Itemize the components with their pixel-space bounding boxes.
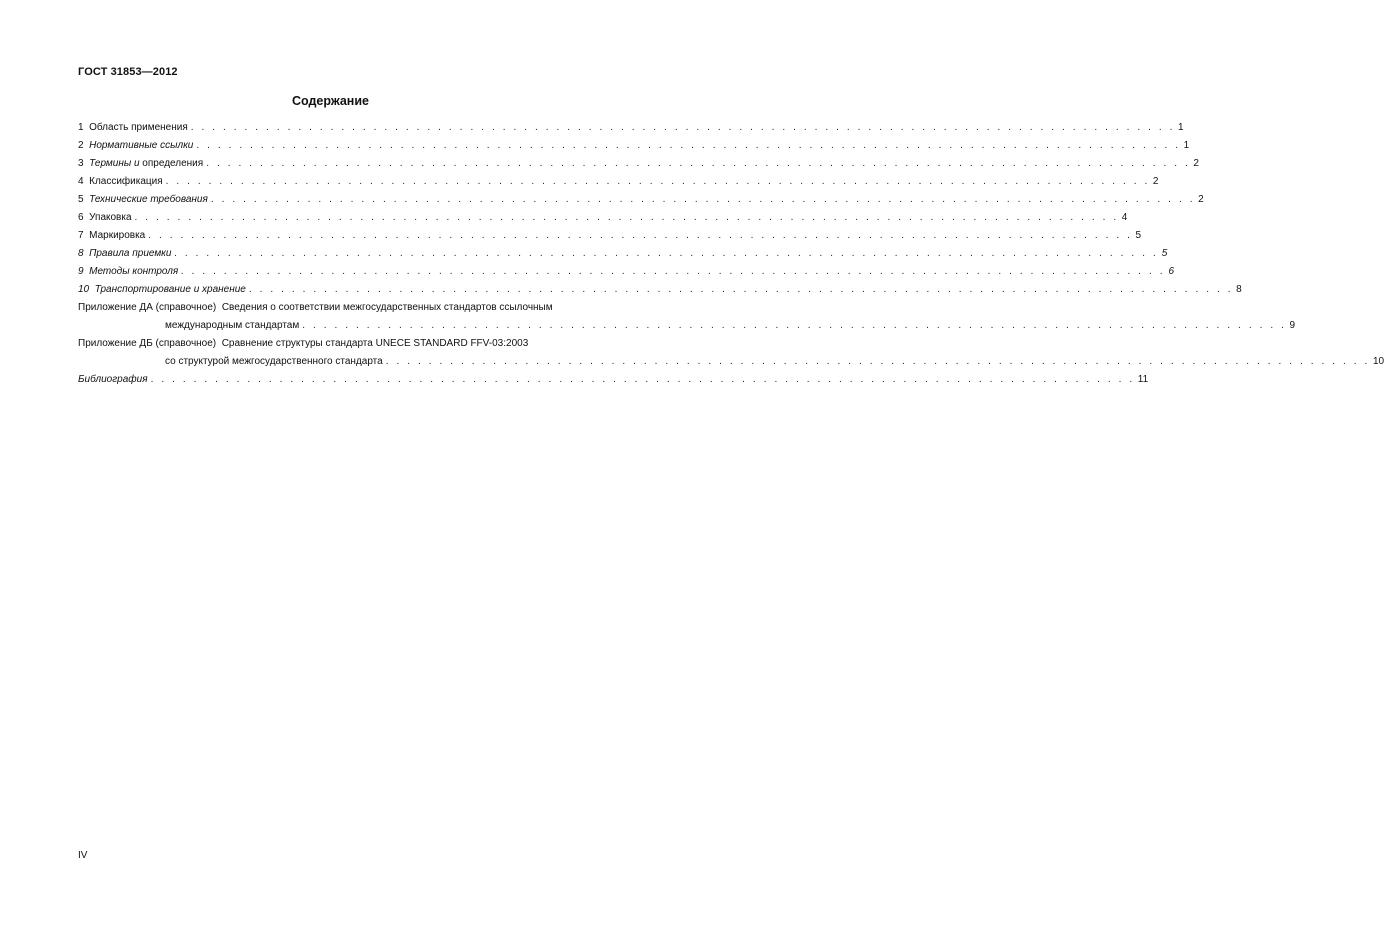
toc-entry-number: 10 — [78, 284, 95, 295]
leader-dots: . . . . . . . . . . . . . . . . . . . . . . . . . . . . . . . . . . . . . . . . . . . . . . . . . . . . . . . . . . . . . . . . . . . . . . . . . . . . . . . . . . . . . . . . . . . . — [248, 284, 1234, 295]
toc-appendix-db[interactable] — [78, 337, 1384, 373]
toc-appendix-da[interactable] — [78, 301, 1296, 337]
standard-designation: ГОСТ 31853—2012 — [78, 66, 178, 78]
toc-entry-transport-storage[interactable] — [78, 283, 1242, 301]
toc-entry-page: 11 — [1137, 374, 1149, 385]
leader-dots: . . . . . . . . . . . . . . . . . . . . . . . . . . . . . . . . . . . . . . . . . . . . . . . . . . . . . . . . . . . . . . . . . . . . . . . . . . . . . . . . . . . . . . . . . . . . — [174, 248, 1159, 259]
appendix-prefix: Приложение ДА (справочное) — [78, 302, 222, 313]
toc-entry-page: 10 — [1372, 356, 1384, 367]
leader-dots: . . . . . . . . . . . . . . . . . . . . . . . . . . . . . . . . . . . . . . . . . . . . . . . . . . . . . . . . . . . . . . . . . . . . . . . . . . . . . . . . . . . . . . . . . . . . — [148, 230, 1133, 241]
toc-entry-title: Библиография — [78, 374, 148, 385]
appendix-title-line2: со структурой межгосударственного стандарта — [165, 356, 383, 367]
toc-entry-classification[interactable] — [78, 175, 1159, 193]
toc-entry-page: 8 — [1236, 284, 1242, 295]
toc-entry-title: Методы контроля — [89, 266, 179, 277]
toc-entry-title: Нормативные ссылки — [89, 140, 194, 151]
toc-entry-scope[interactable] — [78, 121, 1184, 139]
toc-entry-marking[interactable] — [78, 229, 1142, 247]
leader-dots: . . . . . . . . . . . . . . . . . . . . . . . . . . . . . . . . . . . . . . . . . . . . . . . . . . . . . . . . . . . . . . . . . . . . . . . . . . . . . . . . . . . . . . . . . . . . — [190, 122, 1175, 133]
leader-dots: . . . . . . . . . . . . . . . . . . . . . . . . . . . . . . . . . . . . . . . . . . . . . . . . . . . . . . . . . . . . . . . . . . . . . . . . . . . . . . . . . . . . . . . . . . . . — [302, 320, 1287, 331]
toc-entry-page: 2 — [1152, 176, 1159, 187]
toc-entry-page: 5 — [1135, 230, 1142, 241]
toc-entry-packaging[interactable] — [78, 211, 1128, 229]
toc-entry-terms[interactable] — [78, 157, 1199, 175]
toc-entry-bibliography[interactable] — [78, 373, 1149, 391]
toc-entry-title: Маркировка — [89, 230, 146, 241]
toc-entry-page: 1 — [1183, 140, 1190, 151]
toc-entry-title: Упаковка — [89, 212, 132, 223]
toc-entry-test-methods[interactable] — [78, 265, 1175, 283]
table-of-contents — [78, 121, 1384, 391]
toc-entry-normative-references[interactable] — [78, 139, 1190, 157]
appendix-title-line1: Сведения о соответствии межгосударственных стандартов ссылочным — [221, 302, 553, 313]
leader-dots: . . . . . . . . . . . . . . . . . . . . . . . . . . . . . . . . . . . . . . . . . . . . . . . . . . . . . . . . . . . . . . . . . . . . . . . . . . . . . . . . . . . . . . . . . . . . — [206, 158, 1191, 169]
leader-dots: . . . . . . . . . . . . . . . . . . . . . . . . . . . . . . . . . . . . . . . . . . . . . . . . . . . . . . . . . . . . . . . . . . . . . . . . . . . . . . . . . . . . . . . . . . . . — [385, 356, 1370, 367]
toc-entry-page: 6 — [1168, 266, 1175, 277]
toc-entry-number: 9 — [78, 266, 90, 277]
toc-entry-number: 5 — [78, 194, 90, 205]
toc-entry-number: 8 — [78, 248, 90, 259]
appendix-prefix: Приложение ДБ (справочное) — [78, 338, 222, 349]
toc-title: Содержание — [291, 94, 369, 108]
leader-dots: . . . . . . . . . . . . . . . . . . . . . . . . . . . . . . . . . . . . . . . . . . . . . . . . . . . . . . . . . . . . . . . . . . . . . . . . . . . . . . . . . . . . . . . . . . . . — [165, 176, 1150, 187]
toc-entry-title: Классификация — [89, 176, 163, 187]
page-number: IV — [78, 850, 88, 861]
toc-entry-technical-requirements[interactable] — [78, 193, 1204, 211]
leader-dots: . . . . . . . . . . . . . . . . . . . . . . . . . . . . . . . . . . . . . . . . . . . . . . . . . . . . . . . . . . . . . . . . . . . . . . . . . . . . . . . . . . . . . . . . . . . . — [134, 212, 1119, 223]
toc-entry-page: 2 — [1193, 158, 1199, 169]
leader-dots: . . . . . . . . . . . . . . . . . . . . . . . . . . . . . . . . . . . . . . . . . . . . . . . . . . . . . . . . . . . . . . . . . . . . . . . . . . . . . . . . . . . . . . . . . . . . — [150, 374, 1135, 385]
toc-entry-number: 4 — [78, 176, 90, 187]
leader-dots: . . . . . . . . . . . . . . . . . . . . . . . . . . . . . . . . . . . . . . . . . . . . . . . . . . . . . . . . . . . . . . . . . . . . . . . . . . . . . . . . . . . . . . . . . . . . — [181, 266, 1166, 277]
toc-entry-title: Область применения — [89, 122, 188, 133]
toc-entry-number: 7 — [78, 230, 90, 241]
appendix-title-line2: международным стандартам — [165, 320, 300, 331]
toc-entry-page: 1 — [1178, 122, 1184, 133]
toc-entry-number: 2 — [78, 140, 90, 151]
toc-entry-page: 5 — [1161, 248, 1168, 259]
leader-dots: . . . . . . . . . . . . . . . . . . . . . . . . . . . . . . . . . . . . . . . . . . . . . . . . . . . . . . . . . . . . . . . . . . . . . . . . . . . . . . . . . . . . . . . . . . . . — [210, 194, 1196, 205]
toc-entry-page: 2 — [1198, 194, 1204, 205]
toc-entry-acceptance-rules[interactable] — [78, 247, 1168, 265]
appendix-title-line1: Сравнение структуры стандарта UNECE STANDARD FFV-03:2003 — [221, 338, 529, 349]
toc-entry-page: 4 — [1121, 212, 1128, 223]
toc-entry-title: Термины и определения — [89, 158, 204, 169]
toc-entry-number: 6 — [78, 212, 90, 223]
toc-entry-title: Транспортирование и хранение — [94, 284, 246, 295]
toc-entry-page: 9 — [1289, 320, 1296, 331]
leader-dots: . . . . . . . . . . . . . . . . . . . . . . . . . . . . . . . . . . . . . . . . . . . . . . . . . . . . . . . . . . . . . . . . . . . . . . . . . . . . . . . . . . . . . . . . . . . . — [196, 140, 1181, 151]
toc-entry-title: Технические требования — [89, 194, 208, 205]
toc-entry-number: 3 — [78, 158, 90, 169]
toc-entry-title: Правила приемки — [89, 248, 172, 259]
toc-entry-number: 1 — [78, 122, 90, 133]
